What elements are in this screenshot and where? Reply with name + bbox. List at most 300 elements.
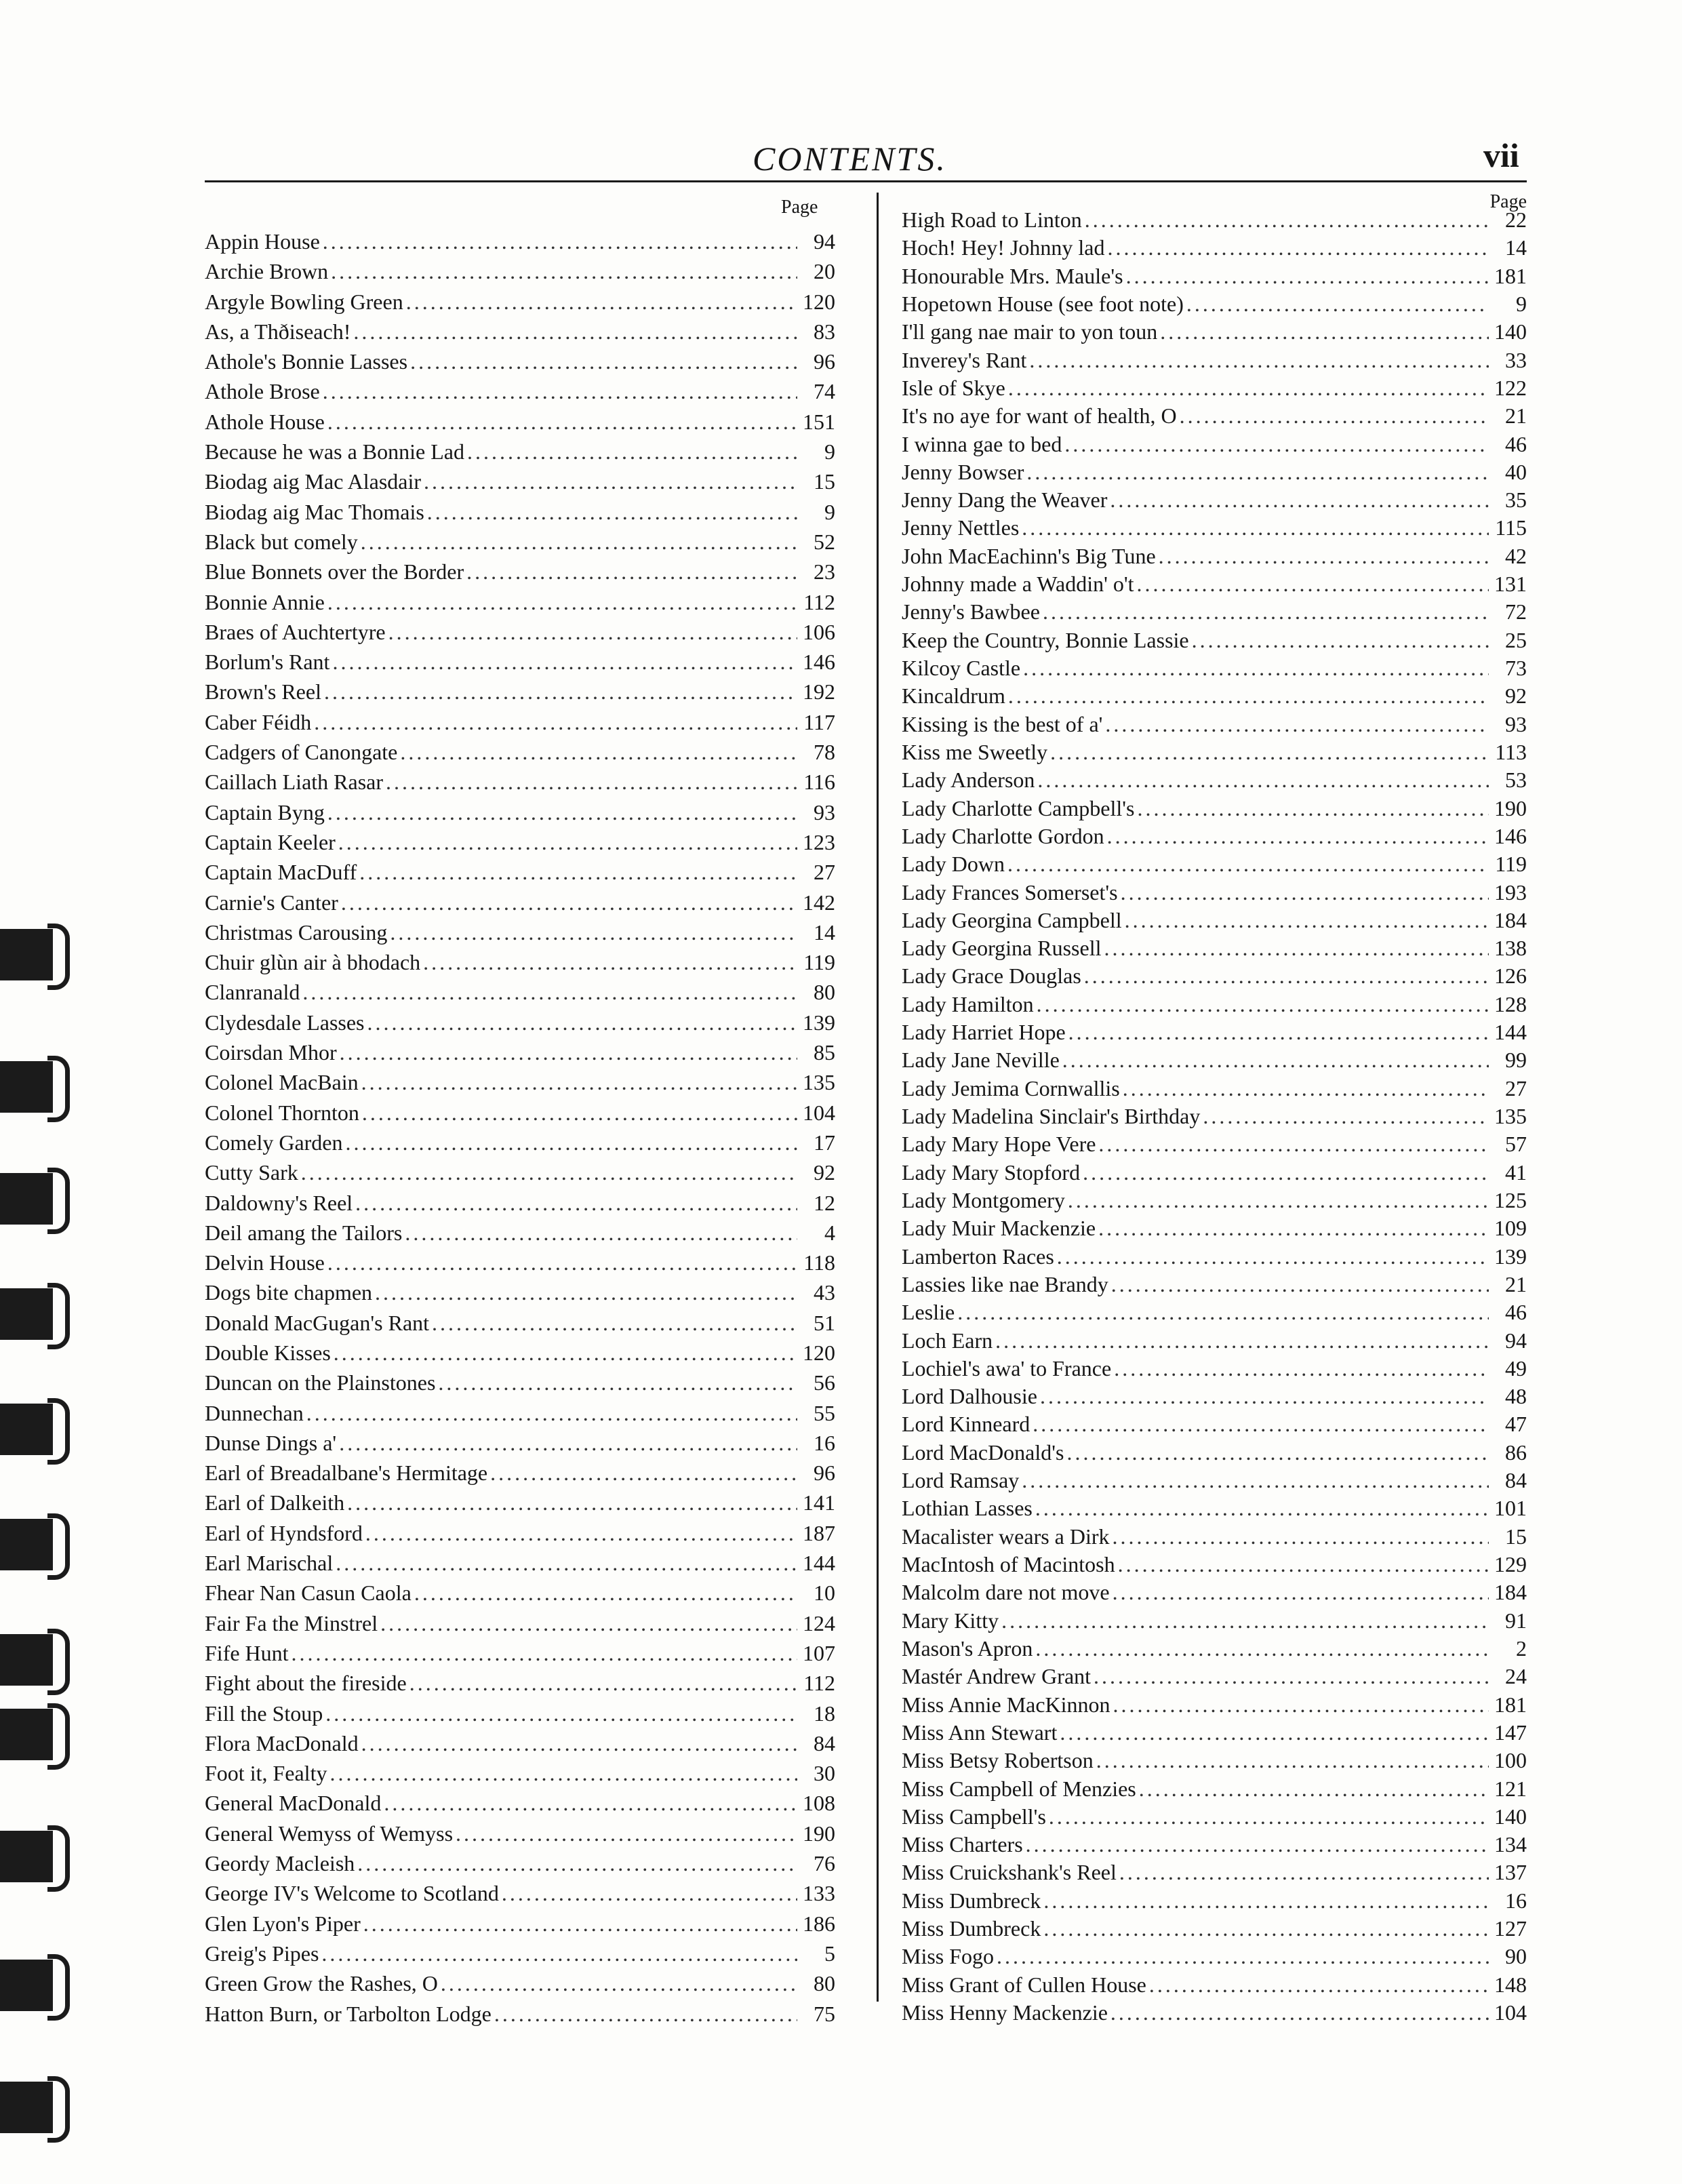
entry-page-number: 40 <box>1505 459 1527 484</box>
entry-page-number: 112 <box>803 1671 835 1696</box>
entry-title: Lady Charlotte Gordon <box>902 823 1104 848</box>
dot-leader <box>332 650 797 674</box>
entry-page-number: 138 <box>1494 936 1527 961</box>
toc-entry <box>205 740 835 764</box>
entry-title: Miss Dumbreck <box>902 1888 1041 1913</box>
toc-entry <box>902 544 1527 568</box>
dot-leader <box>1050 740 1489 764</box>
entry-page-number: 33 <box>1505 347 1527 372</box>
entry-title: Leslie <box>902 1300 955 1325</box>
toc-entry <box>902 376 1527 400</box>
entry-title: Hatton Burn, or Tarbolton Lodge <box>205 2001 492 2026</box>
toc-entry <box>205 1791 835 1815</box>
entry-page-number: 104 <box>803 1100 835 1125</box>
toc-entry <box>902 1748 1527 1772</box>
toc-entry <box>205 1941 835 1966</box>
entry-title: Green Grow the Rashes, O <box>205 1971 438 1996</box>
dot-leader <box>456 1821 797 1846</box>
entry-title: Miss Charters <box>902 1832 1023 1857</box>
entry-page-number: 72 <box>1505 599 1527 624</box>
toc-entry <box>205 410 835 434</box>
toc-entry <box>205 229 835 254</box>
entry-title: Lord Ramsay <box>902 1468 1020 1493</box>
entry-title: Lady Jemima Cornwallis <box>902 1075 1120 1100</box>
dot-leader <box>1026 1832 1489 1857</box>
entry-title: Lady Down <box>902 852 1005 877</box>
dot-leader <box>467 439 797 464</box>
toc-entry <box>902 796 1527 820</box>
entry-title: Inverey's Rant <box>902 347 1027 372</box>
toc-entry <box>902 936 1527 960</box>
toc-entry <box>902 432 1527 456</box>
toc-entry <box>205 679 835 704</box>
toc-entry <box>205 1311 835 1335</box>
toc-entry <box>205 319 835 344</box>
entry-page-number: 84 <box>814 1730 835 1755</box>
entry-page-number: 126 <box>1494 964 1527 989</box>
dot-leader <box>1098 1216 1489 1240</box>
entry-page-number: 135 <box>1494 1104 1527 1128</box>
entry-page-number: 112 <box>803 589 835 614</box>
dot-leader <box>1035 1636 1489 1661</box>
entry-title: Dunse Dings a' <box>205 1430 337 1455</box>
toc-entry <box>205 1461 835 1485</box>
dot-leader <box>1023 656 1489 680</box>
entry-title: Bonnie Annie <box>205 589 325 614</box>
entry-title: Athole House <box>205 409 325 434</box>
entry-page-number: 192 <box>803 679 835 704</box>
toc-entry <box>902 1776 1527 1801</box>
entry-title: Delvin House <box>205 1250 325 1275</box>
dot-leader <box>1022 1468 1489 1492</box>
dot-leader <box>409 1671 797 1695</box>
entry-page-number: 90 <box>1505 1944 1527 1969</box>
dot-leader <box>301 1160 797 1185</box>
toc-entry <box>205 379 835 403</box>
toc-entry <box>205 1220 835 1245</box>
toc-entry <box>205 2002 835 2026</box>
entry-title: Dunnechan <box>205 1400 304 1425</box>
toc-entry <box>205 290 835 314</box>
toc-entry <box>205 1431 835 1455</box>
entry-title: Miss Campbell of Menzies <box>902 1776 1136 1801</box>
dot-leader <box>1084 964 1489 988</box>
toc-entry <box>205 559 835 584</box>
entry-title: Lady Mary Stopford <box>902 1159 1081 1185</box>
entry-page-number: 25 <box>1505 627 1527 652</box>
entry-title: Foot it, Fealty <box>205 1761 327 1786</box>
toc-entry <box>205 1551 835 1575</box>
entry-page-number: 135 <box>803 1070 835 1095</box>
entry-page-number: 148 <box>1494 1972 1527 1997</box>
dot-leader <box>1203 1104 1489 1128</box>
entry-title: Captain MacDuff <box>205 860 357 885</box>
toc-entry <box>902 1468 1527 1492</box>
entry-page-number: 108 <box>803 1791 835 1816</box>
entry-title: Lady Georgina Campbell <box>902 907 1122 932</box>
entry-title: Lady Harriet Hope <box>902 1020 1066 1045</box>
toc-entry <box>205 500 835 524</box>
entry-page-number: 190 <box>803 1821 835 1846</box>
entry-title: Brown's Reel <box>205 679 321 704</box>
dot-leader <box>1043 599 1489 624</box>
entry-title: Because he was a Bonnie Lad <box>205 439 464 464</box>
entry-title: Lady Georgina Russell <box>902 936 1102 961</box>
toc-entry <box>205 1341 835 1365</box>
entry-page-number: 30 <box>814 1761 835 1786</box>
entry-page-number: 147 <box>1494 1720 1527 1745</box>
toc-entry <box>205 620 835 644</box>
entry-title: Captain Keeler <box>205 829 336 854</box>
entry-title: Clydesdale Lasses <box>205 1010 365 1035</box>
entry-title: Kiss me Sweetly <box>902 739 1048 764</box>
dot-leader <box>400 740 797 764</box>
entry-title: Keep the Country, Bonnie Lassie <box>902 627 1189 652</box>
entry-title: George IV's Welcome to Scotland <box>205 1881 499 1906</box>
entry-page-number: 120 <box>803 289 835 314</box>
toc-entry <box>902 1216 1527 1240</box>
entry-list-left <box>205 229 835 2026</box>
toc-entry <box>205 890 835 915</box>
entry-page-number: 93 <box>814 799 835 825</box>
entry-page-number: 27 <box>1505 1075 1527 1100</box>
entry-page-number: 46 <box>1505 1300 1527 1325</box>
entry-page-number: 4 <box>824 1220 835 1245</box>
entry-page-number: 146 <box>1494 823 1527 848</box>
toc-entry <box>902 1636 1527 1661</box>
dot-leader <box>1110 488 1489 512</box>
entry-page-number: 14 <box>814 919 835 945</box>
toc-entry <box>205 1130 835 1155</box>
entry-page-number: 140 <box>1494 1804 1527 1829</box>
dot-leader <box>1064 432 1489 456</box>
dot-leader <box>997 1944 1489 1968</box>
column-divider <box>877 193 879 2002</box>
binding-ring <box>0 1824 75 1889</box>
entry-page-number: 52 <box>814 529 835 554</box>
toc-entry <box>902 1384 1527 1408</box>
dot-leader <box>363 1911 797 1936</box>
dot-leader <box>441 1971 797 1996</box>
entry-title: Lady Frances Somerset's <box>902 879 1118 905</box>
toc-entry <box>205 1070 835 1094</box>
dot-leader <box>362 1100 797 1125</box>
entry-page-number: 24 <box>1505 1664 1527 1689</box>
entry-title: Mastér Andrew Grant <box>902 1664 1092 1689</box>
entry-title: Hopetown House (see foot note) <box>902 291 1184 316</box>
entry-page-number: 119 <box>1495 852 1527 877</box>
dot-leader <box>1113 1580 1489 1604</box>
toc-entry <box>205 1401 835 1425</box>
toc-entry <box>205 1010 835 1035</box>
page-column-label: Page <box>781 197 818 218</box>
entry-title: Duncan on the Plainstones <box>205 1370 436 1395</box>
entry-title: Malcolm dare not move <box>902 1580 1110 1605</box>
contents-column-right <box>902 191 1527 2025</box>
entry-page-number: 96 <box>814 1461 835 1486</box>
entry-title: I winna gae to bed <box>902 431 1062 456</box>
entry-page-number: 137 <box>1494 1860 1527 1885</box>
toc-entry <box>902 1916 1527 1941</box>
entry-title: Colonel Thornton <box>205 1100 359 1125</box>
entry-title: Fife Hunt <box>205 1640 289 1665</box>
entry-title: Dogs bite chapmen <box>205 1280 373 1305</box>
entry-title: Fair Fa the Minstrel <box>205 1610 378 1635</box>
page-title: CONTENTS. <box>753 140 947 178</box>
dot-leader <box>466 559 797 584</box>
toc-entry <box>902 1608 1527 1633</box>
toc-entry <box>902 1664 1527 1688</box>
entry-page-number: 10 <box>814 1581 835 1606</box>
binding-ring <box>0 1702 75 1767</box>
toc-entry <box>205 1731 835 1755</box>
dot-leader <box>292 1641 797 1665</box>
spiral-binding <box>0 922 81 2183</box>
entry-title: Lady Mary Hope Vere <box>902 1132 1096 1157</box>
dot-leader <box>1033 1412 1489 1436</box>
dot-leader <box>1066 1440 1489 1465</box>
dot-leader <box>1049 1804 1489 1829</box>
toc-entry <box>205 1851 835 1875</box>
entry-page-number: 83 <box>814 319 835 344</box>
toc-entry <box>902 1132 1527 1156</box>
dot-leader <box>1043 1916 1489 1941</box>
entry-title: Miss Cruickshank's Reel <box>902 1860 1117 1885</box>
entry-page-number: 15 <box>814 469 835 494</box>
toc-entry <box>902 1720 1527 1745</box>
toc-entry <box>902 1412 1527 1436</box>
dot-leader <box>1113 1524 1489 1549</box>
dot-leader <box>339 1431 797 1455</box>
dot-leader <box>361 1731 797 1755</box>
entry-page-number: 96 <box>814 349 835 374</box>
entry-page-number: 20 <box>814 259 835 284</box>
dot-leader <box>327 410 797 434</box>
entry-title: Miss Grant of Cullen House <box>902 1972 1146 1997</box>
toc-entry <box>205 920 835 945</box>
entry-title: Greig's Pipes <box>205 1941 319 1966</box>
entry-title: Lord Dalhousie <box>902 1384 1037 1409</box>
dot-leader <box>424 469 797 494</box>
dot-leader <box>427 500 797 524</box>
dot-leader <box>494 2002 797 2026</box>
binding-ring <box>0 1054 75 1119</box>
dot-leader <box>1192 628 1489 652</box>
entry-page-number: 14 <box>1505 235 1527 260</box>
dot-leader <box>323 379 797 403</box>
dot-leader <box>1035 1496 1489 1520</box>
entry-page-number: 27 <box>814 860 835 885</box>
toc-entry <box>902 1328 1527 1353</box>
toc-entry <box>205 1611 835 1635</box>
toc-entry <box>902 1944 1527 1968</box>
toc-entry <box>902 1104 1527 1128</box>
dot-leader <box>340 1040 797 1065</box>
dot-leader <box>1104 936 1489 960</box>
toc-entry <box>902 824 1527 848</box>
toc-entry <box>902 908 1527 932</box>
entry-page-number: 85 <box>814 1040 835 1065</box>
entry-title: Caber Féidh <box>205 709 312 734</box>
entry-page-number: 113 <box>1495 739 1527 764</box>
dot-leader <box>1186 292 1489 316</box>
dot-leader <box>1123 1076 1489 1100</box>
entry-page-number: 42 <box>1505 543 1527 568</box>
toc-entry <box>902 1860 1527 1884</box>
toc-entry <box>902 628 1527 652</box>
toc-entry <box>205 1821 835 1846</box>
entry-title: General Wemyss of Wemyss <box>205 1821 454 1846</box>
entry-title: Chuir glùn air à bhodach <box>205 950 421 975</box>
entry-title: Flora MacDonald <box>205 1730 359 1755</box>
toc-entry <box>902 880 1527 905</box>
entry-page-number: 122 <box>1494 375 1527 400</box>
binding-ring <box>0 1627 75 1692</box>
entry-page-number: 16 <box>814 1430 835 1455</box>
toc-entry <box>205 1100 835 1125</box>
entry-title: Carnie's Canter <box>205 890 338 915</box>
dot-leader <box>1160 319 1489 344</box>
toc-entry <box>902 1272 1527 1296</box>
entry-page-number: 15 <box>1505 1524 1527 1549</box>
entry-title: Lady Muir Mackenzie <box>902 1216 1096 1241</box>
entry-title: Glen Lyon's Piper <box>205 1911 361 1936</box>
entry-title: Daldowny's Reel <box>205 1190 353 1215</box>
entry-title: Braes of Auchtertyre <box>205 619 386 644</box>
dot-leader <box>302 980 797 1004</box>
toc-entry <box>902 1496 1527 1520</box>
dot-leader <box>338 830 797 854</box>
dot-leader <box>306 1401 797 1425</box>
binding-ring <box>0 922 75 987</box>
toc-entry <box>902 852 1527 876</box>
entry-title: Jenny Bowser <box>902 459 1024 484</box>
entry-title: Appin House <box>205 229 320 254</box>
entry-page-number: 107 <box>803 1640 835 1665</box>
toc-entry <box>902 572 1527 596</box>
toc-entry <box>902 319 1527 344</box>
entry-page-number: 9 <box>824 499 835 524</box>
entry-page-number: 104 <box>1494 2000 1527 2025</box>
toc-entry <box>205 770 835 794</box>
toc-entry <box>902 1244 1527 1269</box>
dot-leader <box>347 1490 797 1515</box>
entry-page-number: 181 <box>1494 263 1527 288</box>
dot-leader <box>1107 235 1489 260</box>
dot-leader <box>388 620 797 644</box>
page-number: vii <box>1483 136 1519 174</box>
toc-entry <box>205 1641 835 1665</box>
dot-leader <box>1126 264 1489 288</box>
entry-title: Earl of Hyndsford <box>205 1520 363 1545</box>
entry-page-number: 186 <box>803 1911 835 1936</box>
dot-leader <box>361 530 797 554</box>
entry-title: Earl of Dalkeith <box>205 1490 345 1515</box>
toc-entry <box>902 235 1527 260</box>
entry-title: Blue Bonnets over the Border <box>205 559 464 584</box>
entry-title: Athole Brose <box>205 379 320 404</box>
binding-ring <box>0 1953 75 2018</box>
entry-page-number: 127 <box>1494 1916 1527 1941</box>
entry-page-number: 134 <box>1494 1832 1527 1857</box>
entry-title: Geordy Macleish <box>205 1851 355 1876</box>
entry-title: Fill the Stoup <box>205 1701 323 1726</box>
dot-leader <box>1180 403 1489 428</box>
entry-page-number: 121 <box>1494 1776 1527 1801</box>
entry-page-number: 123 <box>803 829 835 854</box>
dot-leader <box>1068 1020 1489 1044</box>
binding-ring <box>0 1397 75 1462</box>
toc-entry <box>902 1552 1527 1576</box>
entry-page-number: 91 <box>1505 1608 1527 1633</box>
entry-page-number: 131 <box>1494 572 1527 597</box>
toc-entry <box>902 768 1527 792</box>
toc-entry <box>902 292 1527 316</box>
dot-leader <box>314 710 797 734</box>
toc-entry <box>902 712 1527 736</box>
entry-title: Kissing is the best of a' <box>902 711 1103 736</box>
toc-entry <box>902 207 1527 232</box>
toc-entry <box>902 992 1527 1016</box>
entry-title: Lady Charlotte Campbell's <box>902 795 1135 820</box>
toc-entry <box>205 980 835 1004</box>
entry-title: Hoch! Hey! Johnny lad <box>902 235 1105 260</box>
dot-leader <box>1026 460 1489 484</box>
entry-title: Honourable Mrs. Maule's <box>902 263 1123 288</box>
entry-page-number: 51 <box>814 1310 835 1335</box>
entry-title: Johnny made a Waddin' o't <box>902 572 1134 597</box>
toc-entry <box>205 800 835 825</box>
dot-leader <box>438 1370 797 1395</box>
entry-title: Colonel MacBain <box>205 1070 359 1095</box>
entry-page-number: 53 <box>1505 768 1527 793</box>
dot-leader <box>327 590 797 614</box>
entry-page-number: 21 <box>1505 403 1527 429</box>
entry-title: I'll gang nae mair to yon toun <box>902 319 1158 344</box>
dot-leader <box>1008 683 1489 708</box>
entry-title: Miss Dumbreck <box>902 1916 1041 1941</box>
entry-title: Comely Garden <box>205 1130 343 1155</box>
toc-entry <box>902 1972 1527 1997</box>
dot-leader <box>406 290 797 314</box>
entry-title: Kincaldrum <box>902 683 1005 709</box>
dot-leader <box>1085 207 1489 232</box>
dot-leader <box>323 229 797 254</box>
entry-title: Argyle Bowling Green <box>205 289 403 314</box>
entry-page-number: 118 <box>803 1250 835 1275</box>
toc-entry <box>902 1356 1527 1381</box>
entry-page-number: 76 <box>814 1851 835 1876</box>
entry-page-number: 142 <box>803 890 835 915</box>
dot-leader <box>1121 880 1489 905</box>
dot-leader <box>1043 1888 1489 1913</box>
entry-title: Miss Fogo <box>902 1944 995 1969</box>
entry-page-number: 99 <box>1505 1048 1527 1073</box>
entry-page-number: 124 <box>803 1610 835 1635</box>
toc-entry <box>902 1048 1527 1072</box>
entry-page-number: 109 <box>1494 1216 1527 1241</box>
entry-page-number: 16 <box>1505 1888 1527 1913</box>
entry-page-number: 94 <box>1505 1328 1527 1353</box>
entry-page-number: 12 <box>814 1190 835 1215</box>
dot-leader <box>341 890 797 915</box>
toc-entry <box>205 1581 835 1605</box>
toc-entry <box>205 530 835 554</box>
dot-leader <box>1111 1272 1489 1296</box>
entry-page-number: 80 <box>814 980 835 1005</box>
dot-leader <box>325 1701 797 1726</box>
toc-entry <box>205 1971 835 1996</box>
